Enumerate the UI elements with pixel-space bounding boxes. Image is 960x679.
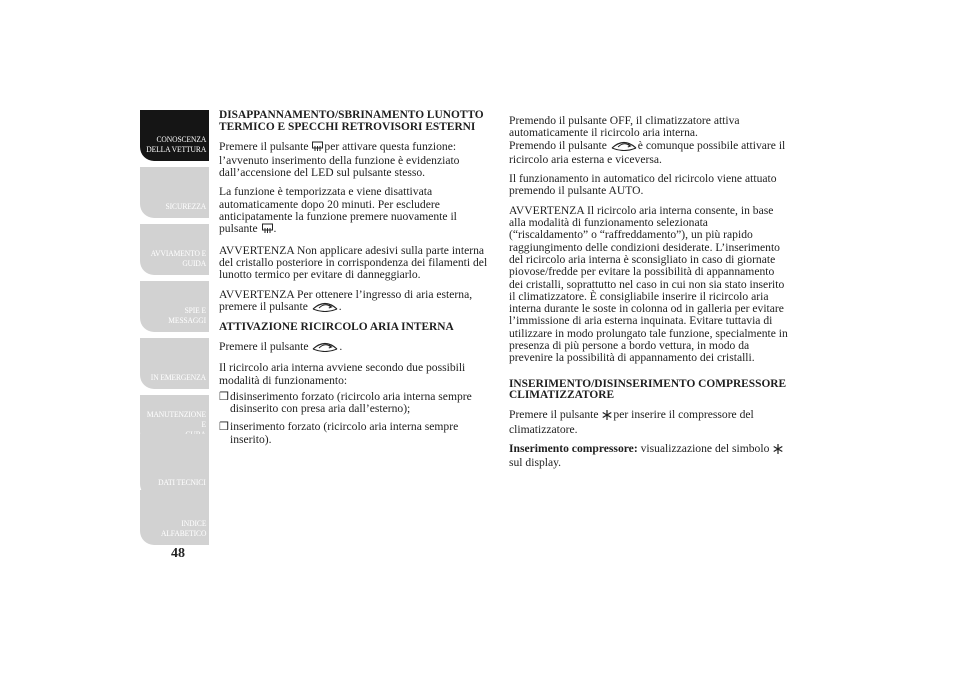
paragraph <box>219 289 494 316</box>
tab-label: DATI TECNICI <box>158 478 206 487</box>
bold-label: Inserimento compressore: <box>509 441 638 455</box>
tab-label: IN EMERGENZA <box>150 373 206 382</box>
snowflake-ac-icon <box>602 410 612 423</box>
rear-defrost-icon <box>312 141 323 155</box>
text: La funzione è temporizzata e viene disattivata automaticamente dopo 20 minuti. Per escludere anticipatamente la funzione premere nuovamente il pulsante <box>219 185 457 236</box>
paragraph <box>509 409 789 436</box>
text: AVVERTENZA Per ottenere l’ingresso di aria esterna, premere il pulsante <box>219 287 473 313</box>
right-column <box>509 115 789 476</box>
paragraph: Il funzionamento in automatico del ricircolo viene attuato premendo il pulsante AUTO. <box>509 172 777 198</box>
paragraph <box>219 141 494 180</box>
tab-sicurezza[interactable] <box>140 167 209 218</box>
text: Premendo il pulsante OFF, il climatizzatore attiva automaticamente il ricircolo aria interna. <box>509 114 740 140</box>
checkbox-bullet-icon: ❒ <box>219 421 229 434</box>
tab-label: MANUTENZIONE E <box>146 410 206 429</box>
paragraph <box>219 186 494 237</box>
air-recirculation-icon <box>312 341 338 355</box>
air-recirculation-icon <box>611 140 637 154</box>
text: . <box>339 339 343 353</box>
text: è comunque possibile attivare il ricircolo aria esterna e viceversa. <box>509 138 786 166</box>
snowflake-ac-icon <box>773 444 783 457</box>
section-heading-sbrinamento: DISAPPANNAMENTO/SBRINAMENTO LUNOTTO TERMICO E SPECCHI RETROVISORI ESTERNI <box>219 109 484 133</box>
text: Premere il pulsante <box>219 339 312 353</box>
tab-label: SICUREZZA <box>165 202 206 211</box>
text: . <box>338 299 342 313</box>
list-item <box>219 421 494 446</box>
list-item-text: inserimento forzato (ricircolo aria interna sempre inserito). <box>230 420 459 446</box>
list-item <box>219 391 494 416</box>
text: per inserire il compressore del climatizzatore. <box>509 408 754 436</box>
tab-conoscenza[interactable] <box>140 110 209 161</box>
section-heading-ricircolo: ATTIVAZIONE RICIRCOLO ARIA INTERNA <box>219 321 454 334</box>
checkbox-bullet-icon: ❒ <box>219 390 229 403</box>
paragraph: AVVERTENZA Il ricircolo aria interna consente, in base alla modalità di funzionamento selezionata (“riscaldamento” o “raffreddamento”), un più rapido raggiungimento delle condizioni desiderate. L’inserimento del ricircolo aria interna è sconsigliato in caso di giornate piovose/fredde per evitare la possibilità di appannamento dei cristalli, soprattutto nel caso in cui non sia stato inserito il climatizzatore. È consigliabile inserire il ricircolo aria interna durante le soste in colonna od in galleria per evitare l’immissione di aria esterna inquinata. Evitare tuttavia di utilizzare in modo prolungato tale funzione, specialmente in presenza di più persone a bordo vettura, in modo da prevenire la possibilità di appannamento dei cristalli. <box>509 203 788 365</box>
paragraph <box>509 443 789 470</box>
tab-label: AVVIAMENTO E GUIDA <box>150 249 206 268</box>
tab-emergenza[interactable] <box>140 338 209 389</box>
paragraph: Il ricircolo aria interna avviene secondo due possibili modalità di funzionamento: <box>219 361 466 387</box>
paragraph <box>509 140 789 167</box>
text: visualizzazione del simbolo <box>637 441 773 455</box>
tab-label: SPIE E MESSAGGI <box>168 306 206 325</box>
text: sul display. <box>509 456 562 470</box>
section-heading-compressore: INSERIMENTO/DISINSERIMENTO COMPRESSORE CLIMATIZZATORE <box>509 377 787 402</box>
paragraph: AVVERTENZA Non applicare adesivi sulla parte interna del cristallo posteriore in corrispondenza dei filamenti del lunotto termico per evitare di danneggiarlo. <box>219 243 488 282</box>
left-column <box>219 110 494 452</box>
text: Premere il pulsante <box>509 408 602 422</box>
paragraph <box>509 115 789 140</box>
text: Premere il pulsante <box>219 139 312 153</box>
tab-spie[interactable] <box>140 281 209 332</box>
tab-label: INDICE ALFABETICO <box>160 519 206 538</box>
text: per attivare questa funzione: l’avvenuto inserimento della funzione è evidenziato dall’accensione del LED sul pulsante stesso. <box>219 139 460 180</box>
air-recirculation-icon <box>312 301 338 315</box>
paragraph <box>219 341 494 355</box>
tab-label: CONOSCENZA DELLA VETTURA <box>146 135 206 154</box>
text: . <box>273 222 277 236</box>
tab-dati-tecnici[interactable] <box>140 434 209 498</box>
text: Premendo il pulsante <box>509 138 610 152</box>
tab-indice[interactable] <box>140 490 209 545</box>
tab-avviamento[interactable] <box>140 224 209 275</box>
rear-defrost-icon <box>262 223 273 237</box>
page-number: 48 <box>171 546 185 561</box>
list-item-text: disinserimento forzato (ricircolo aria interna sempre disinserito con presa aria dall’esterno); <box>230 389 472 416</box>
